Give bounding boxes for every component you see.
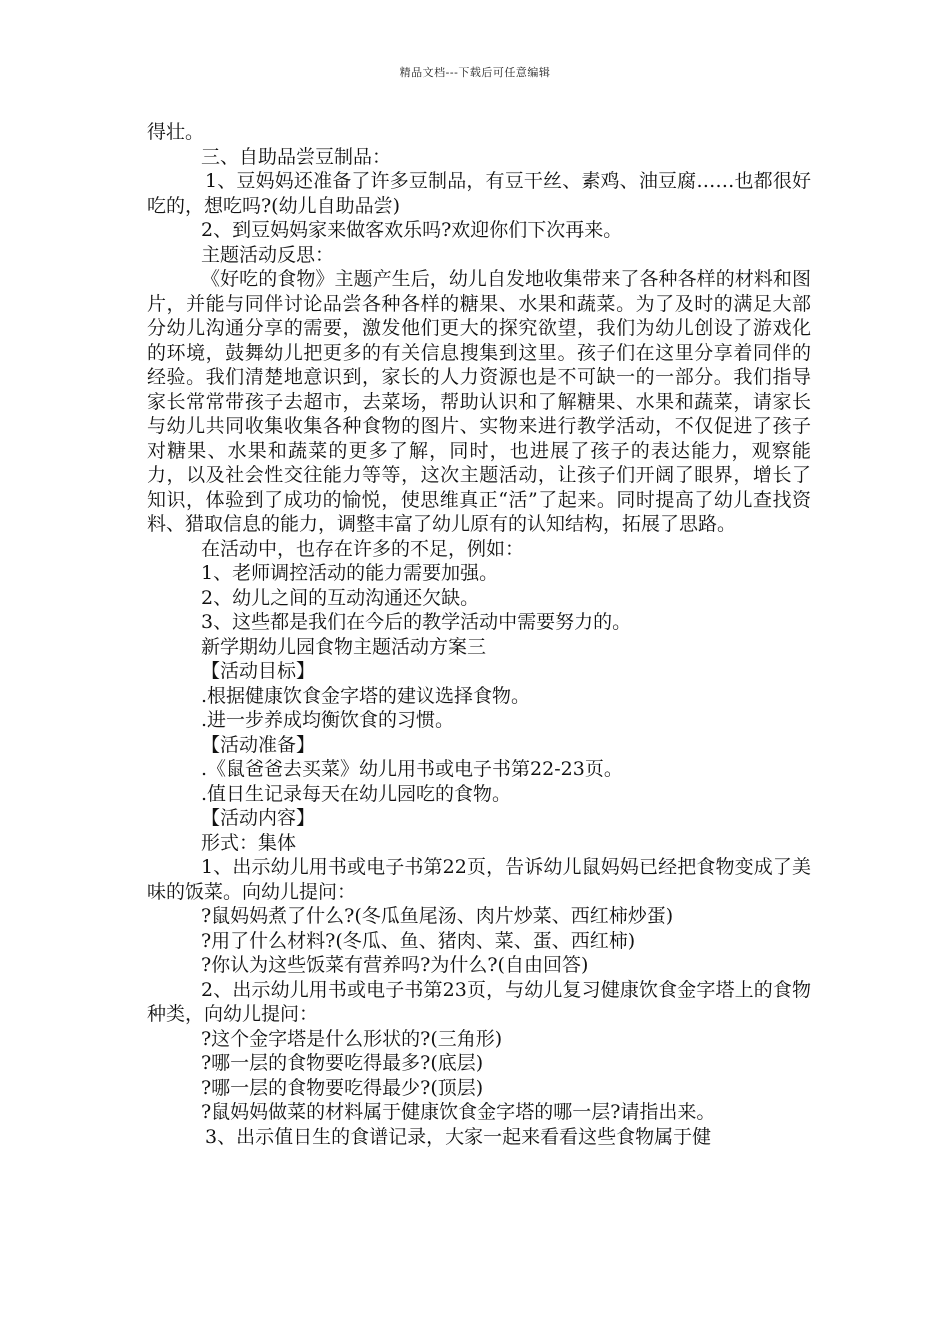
section-heading: 三、自助品尝豆制品： — [201, 145, 392, 168]
paragraph: 1、豆妈妈还准备了许多豆制品，有豆干丝、素鸡、油豆腐……也都很好吃的，想吃吗?(幼儿自助品尝) — [147, 170, 811, 217]
paragraph: 2、出示幼儿用书或电子书第23页，与幼儿复习健康饮食金字塔上的食物种类，向幼儿提问： — [147, 978, 811, 1025]
list-item: .值日生记录每天在幼儿园吃的食物。 — [201, 782, 512, 805]
list-item: ?哪一层的食物要吃得最多?(底层) — [201, 1052, 484, 1074]
paragraph: 1、出示幼儿用书或电子书第22页，告诉幼儿鼠妈妈已经把食物变成了美味的饭菜。向幼儿提问： — [147, 856, 811, 903]
section-heading: 主题活动反思： — [201, 243, 335, 266]
list-item: ?这个金字塔是什么形状的?(三角形) — [201, 1027, 503, 1050]
list-item: .进一步养成均衡饮食的习惯。 — [201, 709, 455, 731]
list-item: 1、老师调控活动的能力需要加强。 — [201, 562, 499, 584]
paragraph: 得壮。 — [147, 121, 205, 143]
list-item: ?哪一层的食物要吃得最少?(顶层) — [201, 1076, 484, 1099]
section-heading: 新学期幼儿园食物主题活动方案三 — [201, 635, 487, 658]
paragraph: 2、到豆妈妈家来做客欢乐吗?欢迎你们下次再来。 — [201, 219, 623, 241]
list-item: .《鼠爸爸去买菜》幼儿用书或电子书第22-23页。 — [201, 758, 623, 780]
list-item: ?鼠妈妈做菜的材料属于健康饮食金字塔的哪一层?请指出来。 — [201, 1101, 716, 1123]
list-item: ?用了什么材料?(冬瓜、鱼、猪肉、菜、蛋、西红柿) — [201, 929, 636, 952]
list-item: 2、幼儿之间的互动沟通还欠缺。 — [201, 586, 480, 609]
list-item: ?鼠妈妈煮了什么?(冬瓜鱼尾汤、肉片炒菜、西红柿炒蛋) — [201, 905, 674, 927]
paragraph: 3、出示值日生的食谱记录，大家一起来看看这些食物属于健 — [205, 1125, 712, 1148]
document-body — [147, 120, 811, 1149]
paragraph: 形式：集体 — [201, 831, 297, 854]
list-item: ?你认为这些饭菜有营养吗?为什么?(自由回答) — [201, 954, 589, 976]
page-header: 精品文档---下载后可任意编辑 — [399, 66, 551, 79]
paragraph: 《好吃的食物》主题产生后，幼儿自发地收集带来了各种各样的材料和图片，并能与同伴讨论品尝各种各样的糖果、水果和蔬菜。为了及时的满足大部分幼儿沟通分享的需要，激发他们更大的探究欲望，我们为幼儿创设了游戏化的环境，鼓舞幼儿把更多的有关信息搜集到这里。孩子们在这里分享着同伴的经验。我们清楚地意识到，家长的人力资源也是不可缺一的一部分。我们指导家长常常带孩子去超市，去菜场，帮助认识和了解糖果、水果和蔬菜，请家长与幼儿共同收集收集各种食物的图片、实物来进行教学活动，不仅促进了孩子对糖果、水果和蔬菜的更多了解，同时，也进展了孩子的表达能力，观察能力，以及社会性交往能力等等，这次主题活动，让孩子们开阔了眼界，增长了知识，体验到了成功的愉悦，使思维真正“活”了起来。同时提高了幼儿查找资料、猎取信息的能力，调整丰富了幼儿原有的认知结构，拓展了思路。 — [147, 268, 811, 535]
paragraph: 在活动中，也存在许多的不足，例如： — [201, 537, 525, 560]
section-heading: 【活动内容】 — [201, 807, 316, 829]
list-item: 3、这些都是我们在今后的教学活动中需要努力的。 — [201, 611, 632, 633]
section-heading: 【活动准备】 — [201, 733, 316, 756]
section-heading: 【活动目标】 — [201, 660, 316, 682]
list-item: .根据健康饮食金字塔的建议选择食物。 — [201, 684, 531, 707]
